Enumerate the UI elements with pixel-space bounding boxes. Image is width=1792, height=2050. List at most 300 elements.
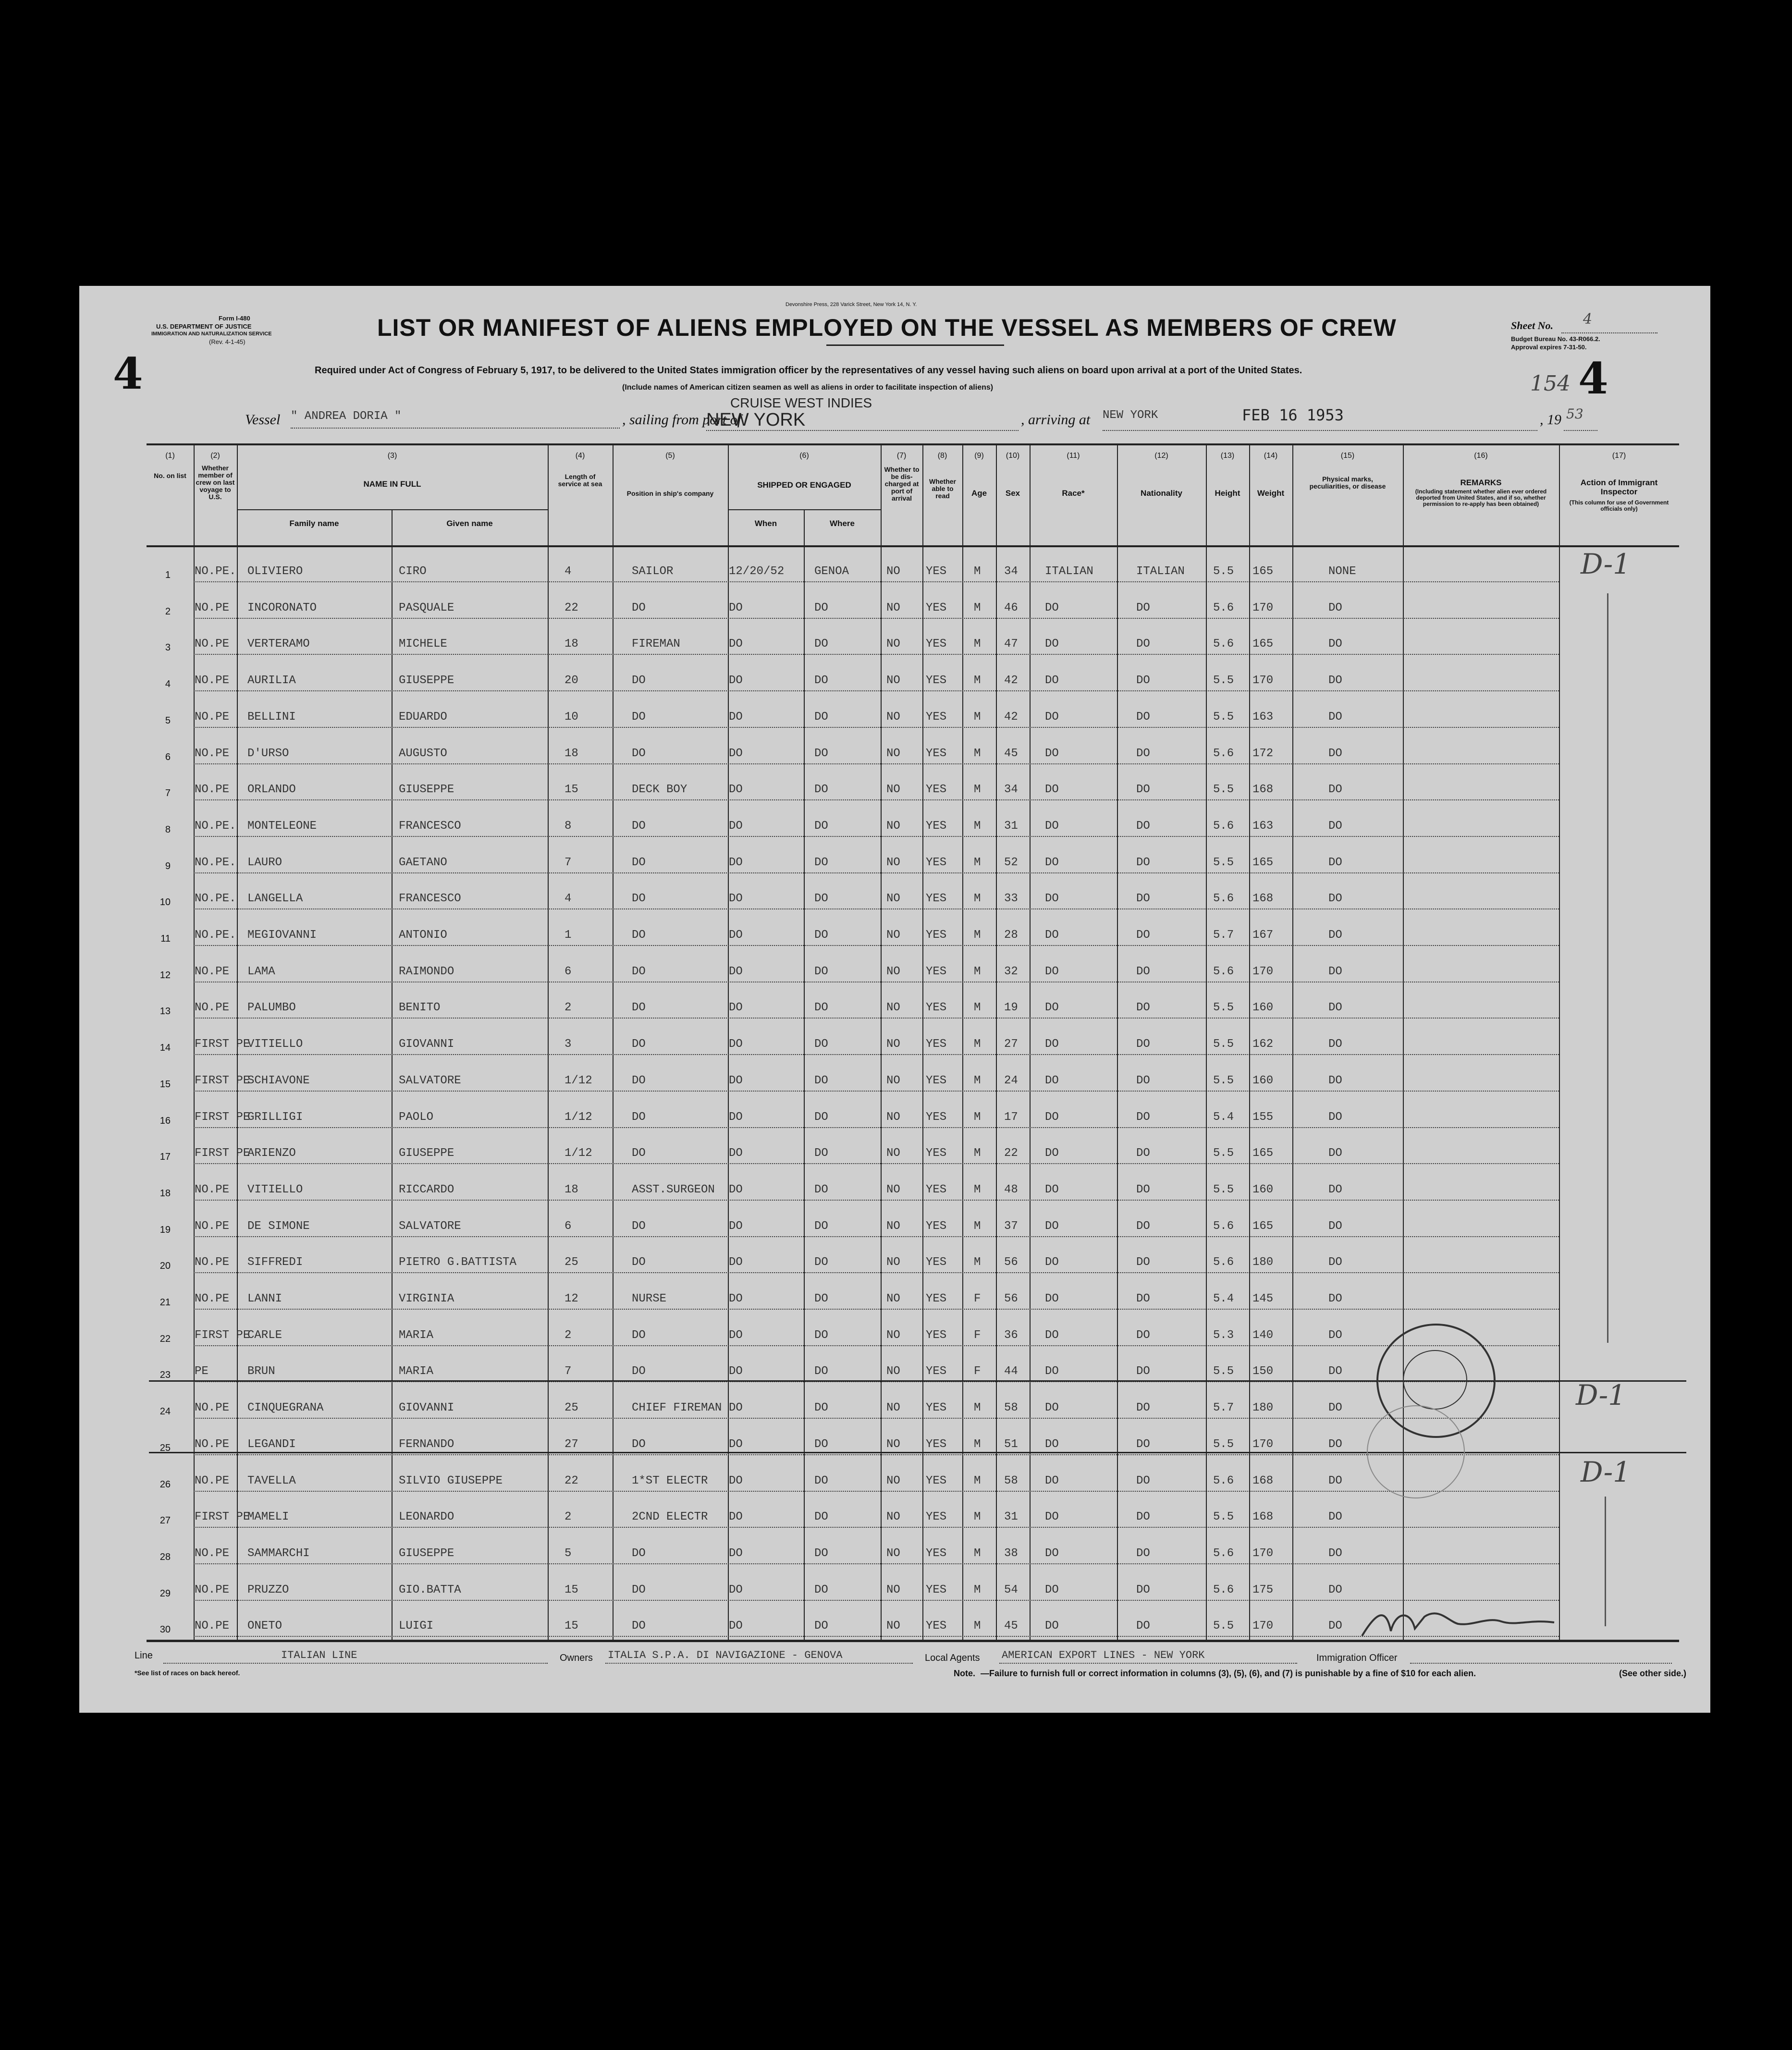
sheet-label: Sheet No. [1511,319,1553,331]
row-rule [194,1018,1559,1019]
able-to-read-cell: YES [926,1292,947,1305]
row-number: 23 [160,1370,171,1381]
arrival-year: 53 [1566,406,1583,422]
shipped-when-cell: DO [729,674,743,687]
nationality-cell: DO [1136,1001,1150,1015]
row-rule [194,836,1559,837]
service-length-cell: 22 [565,1474,578,1487]
table-row [79,948,1710,985]
sex-cell: 48 [1004,1183,1018,1196]
shipped-where-cell: DO [814,819,828,833]
service-name: IMMIGRATION AND NATURALIZATION SERVICE [151,331,272,337]
table-row [79,584,1710,622]
given-name-cell: GIO.BATTA [399,1583,461,1596]
nationality-cell: DO [1136,1147,1150,1160]
physical-marks-cell: DO [1328,1401,1342,1415]
discharge-cell: NO [886,1074,900,1087]
sex-cell: 19 [1004,1001,1018,1015]
discharge-cell: NO [886,1147,900,1160]
row-number: 22 [160,1333,171,1344]
col16-header: REMARKS [1460,478,1502,487]
position-cell: SAILOR [632,565,674,578]
given-name-cell: PASQUALE [399,601,454,614]
sex-cell: 47 [1004,638,1018,651]
shipped-where-cell: DO [814,1583,828,1596]
form-revision: (Rev. 4-1-45) [209,338,245,345]
department-name: U.S. DEPARTMENT OF JUSTICE [156,323,252,330]
service-length-cell: 2 [565,1328,572,1342]
race-cell: DO [1045,1147,1059,1160]
weight-cell: 170 [1252,674,1274,687]
race-cell: ITALIAN [1045,565,1093,578]
family-name-cell: ARIENZO [247,1147,296,1160]
position-cell: DO [632,1620,646,1633]
height-cell: 5.7 [1213,929,1234,942]
age-cell: M [974,1547,981,1560]
able-to-read-cell: YES [926,1001,947,1015]
family-name-cell: VERTERAMO [247,638,310,651]
physical-marks-cell: DO [1328,638,1342,651]
physical-marks-cell: DO [1328,1365,1342,1378]
row-rule [194,1200,1559,1201]
family-name-cell: MONTELEONE [247,819,317,833]
col17-header: Action of Immigrant Inspector [1580,478,1658,496]
row-number: 27 [160,1515,171,1526]
shipped-when-cell: DO [729,1001,743,1015]
col17-subheader: (This column for use of Government officials only) [1569,499,1669,512]
table-row [79,1166,1710,1203]
col4-header: Length of service at sea [558,473,602,488]
discharge-cell: NO [886,638,900,651]
row-rule [194,1563,1559,1564]
nationality-cell: DO [1136,710,1150,724]
race-cell: DO [1045,1401,1059,1415]
service-length-cell: 15 [565,783,578,797]
race-cell: DO [1045,1183,1059,1196]
given-name-cell: GIUSEPPE [399,783,454,797]
row-number: 15 [160,1079,171,1090]
immigration-stamp-inner [1403,1350,1467,1410]
able-to-read-cell: YES [926,1074,947,1087]
able-to-read-cell: YES [926,1547,947,1560]
sex-cell: 27 [1004,1038,1018,1051]
row-rule [194,654,1559,655]
nationality-cell: DO [1136,1038,1150,1051]
able-to-read-cell: YES [926,710,947,724]
shipped-when-cell: DO [729,1074,743,1087]
see-other-side: (See other side.) [1619,1669,1687,1678]
col16-subheader: (Including statement whether alien ever ordered deported from United States, and if so, whether permission to re-apply has been obtained) [1415,488,1547,507]
height-cell: 5.4 [1213,1110,1234,1124]
physical-marks-cell: DO [1328,1038,1342,1051]
col1-header: No. on list [154,472,186,479]
discharge-cell: NO [886,1183,900,1196]
shipped-when-cell: DO [729,638,743,651]
table-row [79,1457,1710,1495]
given-name-cell: GIUSEPPE [399,674,454,687]
row-number: 17 [160,1152,171,1163]
discharge-cell: NO [886,1437,900,1451]
row-number: 8 [165,824,171,835]
race-cell: DO [1045,1474,1059,1487]
agents-underline [999,1663,1297,1664]
discharge-cell: NO [886,1583,900,1596]
service-length-cell: 4 [565,565,572,578]
weight-cell: 162 [1252,1038,1274,1051]
service-length-cell: 2 [565,1510,572,1524]
table-row [79,1203,1710,1240]
nationality-cell: DO [1136,783,1150,797]
physical-marks-cell: DO [1328,1256,1342,1269]
weight-cell: 160 [1252,1074,1274,1087]
sex-cell: 34 [1004,783,1018,797]
height-cell: 5.6 [1213,1474,1234,1487]
race-cell: DO [1045,965,1059,978]
height-cell: 5.6 [1213,819,1234,833]
sex-cell: 38 [1004,1547,1018,1560]
shipped-when-cell: DO [729,601,743,614]
col6b-header: Where [830,519,855,528]
sex-cell: 58 [1004,1474,1018,1487]
year-line [1564,430,1597,431]
position-cell: DO [632,1110,646,1124]
note-text: —Failure to furnish full or correct information in columns (3), (5), (6), and (7) is punishable by a fine of $10 for each alien. [981,1669,1476,1678]
row-number: 28 [160,1551,171,1562]
service-length-cell: 22 [565,601,578,614]
family-name-cell: LANNI [247,1292,282,1305]
position-cell: DO [632,819,646,833]
physical-marks-cell: DO [1328,929,1342,942]
row-rule [194,908,1559,909]
row-rule [194,1309,1559,1310]
table-row [79,839,1710,876]
sex-cell: 24 [1004,1074,1018,1087]
col3-number: (3) [387,452,397,460]
sex-cell: 37 [1004,1219,1018,1233]
immigration-officer-signature [1357,1602,1559,1641]
owners-value: ITALIA S.P.A. DI NAVIGAZIONE - GENOVA [608,1649,843,1661]
age-cell: M [974,1183,981,1196]
able-to-read-cell: YES [926,1183,947,1196]
table-row [79,1057,1710,1094]
physical-marks-cell: DO [1328,1147,1342,1160]
col6-number: (6) [799,452,809,460]
discharge-cell: NO [886,601,900,614]
service-length-cell: 18 [565,747,578,760]
shipped-when-cell: DO [729,1365,743,1378]
race-cell: DO [1045,1292,1059,1305]
discharge-cell: NO [886,1474,900,1487]
row-rule [194,618,1559,619]
sex-cell: 46 [1004,601,1018,614]
height-cell: 5.6 [1213,1256,1234,1269]
prev-voyage-cell: NO.PE [195,1219,230,1233]
weight-cell: 160 [1252,1183,1274,1196]
row-rule [194,1091,1559,1092]
sex-cell: 17 [1004,1110,1018,1124]
age-cell: M [974,1401,981,1415]
able-to-read-cell: YES [926,1219,947,1233]
prev-voyage-cell: FIRST PE [195,1074,250,1087]
able-to-read-cell: YES [926,892,947,906]
shipped-when-cell: DO [729,1110,743,1124]
col6-header: SHIPPED OR ENGAGED [757,480,851,490]
race-cell: DO [1045,1365,1059,1378]
shipped-where-cell: DO [814,674,828,687]
age-cell: M [974,1474,981,1487]
prev-voyage-cell: NO.PE [195,965,230,978]
port-of-departure: NEW YORK [706,410,806,430]
shipped-when-cell: 12/20/52 [729,565,785,578]
table-row [79,657,1710,694]
immigration-stamp-faint [1367,1405,1465,1498]
service-length-cell: 18 [565,1183,578,1196]
shipped-where-cell: DO [814,929,828,942]
weight-cell: 175 [1252,1583,1274,1596]
service-length-cell: 15 [565,1583,578,1596]
height-cell: 5.5 [1213,674,1234,687]
height-cell: 5.5 [1213,1147,1234,1160]
row-number: 19 [160,1224,171,1235]
height-cell: 5.3 [1213,1328,1234,1342]
weight-cell: 168 [1252,1510,1274,1524]
age-cell: M [974,1038,981,1051]
row-rule [194,1272,1559,1273]
table-row [79,1020,1710,1058]
family-name-cell: MAMELI [247,1510,289,1524]
weight-cell: 140 [1252,1328,1274,1342]
inspector-bracket-low [1605,1497,1606,1626]
table-row [79,730,1710,767]
family-name-cell: CINQUEGRANA [247,1401,324,1415]
shipped-when-cell: DO [729,1401,743,1415]
row-number: 9 [165,860,171,872]
family-name-cell: BRUN [247,1365,275,1378]
table-row [79,548,1710,585]
sex-cell: 33 [1004,892,1018,906]
position-cell: FIREMAN [632,638,680,651]
shipped-when-cell: DO [729,819,743,833]
nationality-cell: DO [1136,1620,1150,1633]
discharge-cell: NO [886,674,900,687]
col2-number: (2) [210,452,220,460]
table-row [79,620,1710,658]
able-to-read-cell: YES [926,674,947,687]
shipped-when-cell: DO [729,1328,743,1342]
age-cell: M [974,1437,981,1451]
shipped-when-cell: DO [729,1292,743,1305]
service-length-cell: 10 [565,710,578,724]
able-to-read-cell: YES [926,747,947,760]
able-to-read-cell: YES [926,638,947,651]
service-length-cell: 7 [565,856,572,869]
able-to-read-cell: YES [926,565,947,578]
race-cell: DO [1045,1219,1059,1233]
physical-marks-cell: DO [1328,819,1342,833]
table-row [79,1530,1710,1567]
table-row [79,1129,1710,1167]
weight-cell: 165 [1252,1219,1274,1233]
prev-voyage-cell: PE [195,1365,209,1378]
row-number: 29 [160,1588,171,1599]
family-name-cell: LEGANDI [247,1437,296,1451]
age-cell: M [974,747,981,760]
physical-marks-cell: DO [1328,1510,1342,1524]
age-cell: M [974,1510,981,1524]
able-to-read-cell: YES [926,1038,947,1051]
row-number: 24 [160,1406,171,1417]
able-to-read-cell: YES [926,856,947,869]
race-cell: DO [1045,1510,1059,1524]
age-cell: M [974,783,981,797]
table-row [79,766,1710,803]
shipped-where-cell: DO [814,1183,828,1196]
weight-cell: 145 [1252,1292,1274,1305]
agents-value: AMERICAN EXPORT LINES - NEW YORK [1002,1649,1205,1661]
col4-number: (4) [575,452,585,460]
age-cell: M [974,856,981,869]
race-cell: DO [1045,856,1059,869]
physical-marks-cell: DO [1328,710,1342,724]
discharge-cell: NO [886,1219,900,1233]
nationality-cell: DO [1136,1583,1150,1596]
weight-cell: 168 [1252,892,1274,906]
shipped-when-cell: DO [729,965,743,978]
sheet-big-number-left: 4 [113,348,143,399]
height-cell: 5.7 [1213,1401,1234,1415]
prev-voyage-cell: NO.PE [195,638,230,651]
able-to-read-cell: YES [926,1401,947,1415]
sex-cell: 42 [1004,674,1018,687]
port-of-departure-line [706,430,1019,431]
weight-cell: 150 [1252,1365,1274,1378]
discharge-cell: NO [886,565,900,578]
weight-cell: 170 [1252,601,1274,614]
col12-header: Nationality [1141,489,1182,498]
position-cell: DO [632,747,646,760]
height-cell: 5.5 [1213,1074,1234,1087]
service-length-cell: 6 [565,1219,572,1233]
weight-cell: 163 [1252,819,1274,833]
table-row [79,693,1710,731]
given-name-cell: MARIA [399,1328,434,1342]
col2-header: Whether member of crew on last voyage to U.S. [196,464,235,501]
weight-cell: 165 [1252,856,1274,869]
shipped-where-cell: DO [814,965,828,978]
sex-cell: 45 [1004,747,1018,760]
position-cell: DO [632,1038,646,1051]
family-name-cell: PALUMBO [247,1001,296,1015]
shipped-when-cell: DO [729,1583,743,1596]
family-name-cell: MEGIOVANNI [247,929,317,942]
row-rule [194,1236,1559,1237]
row-rule [194,1418,1559,1419]
table-row [79,1239,1710,1276]
height-cell: 5.6 [1213,1219,1234,1233]
prev-voyage-cell: NO.PE. [195,819,236,833]
service-length-cell: 1/12 [565,1147,592,1160]
weight-cell: 165 [1252,1147,1274,1160]
prev-voyage-cell: NO.PE. [195,565,236,578]
prev-voyage-cell: NO.PE [195,1183,230,1196]
family-name-cell: ONETO [247,1620,282,1633]
col5-header: Position in ship's company [626,490,714,497]
service-length-cell: 8 [565,819,572,833]
shipped-where-cell: DO [814,710,828,724]
able-to-read-cell: YES [926,1620,947,1633]
family-name-cell: AURILIA [247,674,296,687]
shipped-when-cell: DO [729,856,743,869]
age-cell: F [974,1365,981,1378]
shipped-when-cell: DO [729,783,743,797]
prev-voyage-cell: NO.PE [195,1474,230,1487]
position-cell: DO [632,856,646,869]
able-to-read-cell: YES [926,819,947,833]
nationality-cell: DO [1136,1328,1150,1342]
shipped-where-cell: DO [814,601,828,614]
race-cell: DO [1045,710,1059,724]
physical-marks-cell: DO [1328,1620,1342,1633]
shipped-where-cell: DO [814,783,828,797]
table-row [79,1093,1710,1131]
family-name-cell: SIFFREDI [247,1256,303,1269]
height-cell: 5.4 [1213,1292,1234,1305]
physical-marks-cell: DO [1328,1183,1342,1196]
prev-voyage-cell: NO.PE [195,1401,230,1415]
age-cell: M [974,819,981,833]
row-number: 4 [165,679,171,690]
physical-marks-cell: DO [1328,747,1342,760]
age-cell: M [974,1110,981,1124]
height-cell: 5.6 [1213,747,1234,760]
physical-marks-cell: DO [1328,1474,1342,1487]
title-underline [826,344,1004,346]
prev-voyage-cell: FIRST PE [195,1110,250,1124]
discharge-cell: NO [886,1038,900,1051]
nationality-cell: DO [1136,965,1150,978]
family-name-cell: CARLE [247,1328,282,1342]
age-cell: M [974,1147,981,1160]
able-to-read-cell: YES [926,929,947,942]
given-name-cell: ANTONIO [399,929,447,942]
sex-cell: 51 [1004,1437,1018,1451]
age-cell: M [974,965,981,978]
given-name-cell: MARIA [399,1365,434,1378]
year-label: , 19 [1540,412,1561,428]
age-cell: F [974,1292,981,1305]
given-name-cell: LEONARDO [399,1510,454,1524]
age-cell: M [974,929,981,942]
height-cell: 5.5 [1213,1001,1234,1015]
col1-number: (1) [165,452,175,460]
discharge-cell: NO [886,856,900,869]
service-length-cell: 12 [565,1292,578,1305]
table-row [79,1566,1710,1604]
service-length-cell: 1/12 [565,1110,592,1124]
shipped-when-cell: DO [729,929,743,942]
col14-number: (14) [1264,452,1278,460]
given-name-cell: GIOVANNI [399,1401,454,1415]
given-name-cell: LUIGI [399,1620,434,1633]
col14-header: Weight [1257,489,1285,498]
weight-cell: 170 [1252,1437,1274,1451]
prev-voyage-cell: NO.PE. [195,929,236,942]
service-length-cell: 7 [565,1365,572,1378]
position-cell: NURSE [632,1292,667,1305]
prev-voyage-cell: NO.PE [195,674,230,687]
sex-cell: 58 [1004,1401,1018,1415]
sex-cell: 45 [1004,1620,1018,1633]
